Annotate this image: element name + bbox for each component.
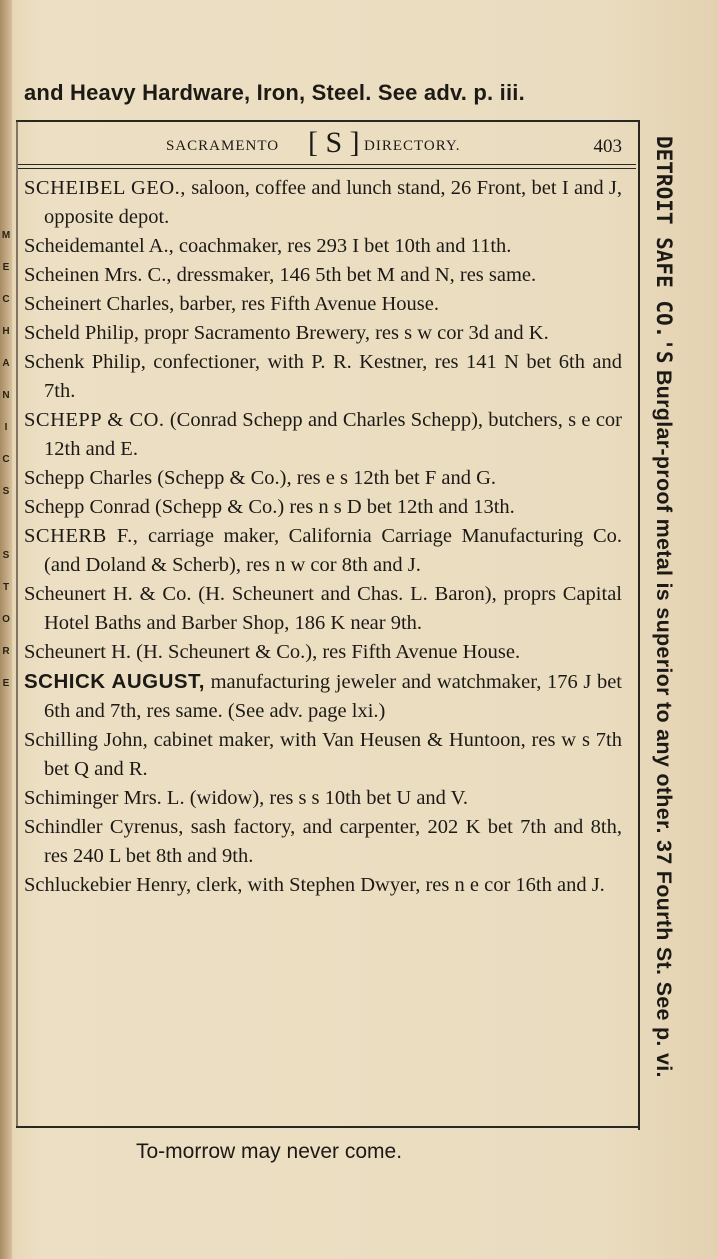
left-margin-letter: R [2, 646, 10, 657]
entry-details: (widow), res s s 10th bet U and V. [184, 787, 468, 809]
directory-entry [18, 667, 622, 726]
entry-name: Schenk Philip, [24, 351, 146, 373]
entry-name: Scheidemantel A., [24, 235, 174, 257]
entry-name: Schiminger Mrs. L. [24, 787, 185, 809]
directory-entry [18, 580, 622, 638]
header-directory: DIRECTORY. [364, 138, 461, 154]
left-margin-letter: H [2, 326, 10, 337]
bottom-motto: To-morrow may never come. [136, 1140, 403, 1163]
entry-details: (Schepp & Co.) res n s D bet 12th and 13th. [149, 496, 515, 518]
left-margin-letter: E [2, 262, 10, 273]
entry-details: (H. Scheunert & Co.), res Fifth Avenue House. [131, 641, 521, 663]
directory-entry [18, 726, 622, 784]
directory-entry [18, 464, 622, 493]
entry-name: SCHERB F., [24, 525, 139, 547]
left-margin-letter: S [2, 486, 10, 497]
left-margin-letter: M [1, 230, 11, 241]
entry-details: barber, res Fifth Avenue House. [174, 293, 439, 315]
top-advertisement: and Heavy Hardware, Iron, Steel. See adv. p. iii. [24, 80, 525, 105]
directory-entries [18, 174, 622, 900]
entry-name: SCHEPP & CO. [24, 409, 165, 431]
directory-entry [18, 348, 622, 406]
left-margin-vertical-ad [0, 220, 12, 1120]
left-margin-letter: E [2, 678, 10, 689]
side-ad-body: Burglar-proof metal is superior to any other. 37 Fourth St. See p. vi. [652, 363, 676, 1078]
side-ad-text [640, 136, 688, 1126]
side-ad-brand: DETROIT SAFE CO.'S [652, 136, 676, 364]
directory-entry [18, 784, 622, 813]
entry-details: (Schepp & Co.), res e s 12th bet F and G. [152, 467, 497, 489]
entry-details: saloon, coffee and lunch stand, 26 Front, bet I and J, opposite depot. [44, 177, 622, 228]
entry-details: sash factory, and carpenter, 202 K bet 7th and 8th, res 240 L bet 8th and 9th. [44, 816, 622, 867]
page-number: 403 [593, 136, 622, 157]
entry-details: (H. Scheunert and Chas. L. Baron), proprs Capital Hotel Baths and Barber Shop, 186 K near 9th. [44, 583, 622, 634]
entry-name: Schepp Charles [24, 467, 153, 489]
entry-name: Schilling John, [24, 729, 148, 751]
entry-details: propr Sacramento Brewery, res s w cor 3d and K. [139, 322, 549, 344]
entry-name: Scheinen Mrs. C., [24, 264, 172, 286]
entry-name: Scheunert H. & Co. [24, 583, 192, 605]
running-header [18, 128, 622, 162]
left-margin-letter: C [2, 454, 10, 465]
directory-entry [18, 406, 622, 464]
left-margin-letter: A [2, 358, 10, 369]
directory-entry [18, 232, 622, 261]
entry-details: coachmaker, res 293 I bet 10th and 11th. [173, 235, 512, 257]
side-advertisement [642, 136, 690, 1126]
directory-entry [18, 493, 622, 522]
entry-name: Schluckebier Henry, [24, 874, 192, 896]
left-margin-letter: I [4, 422, 8, 433]
left-margin-letter: T [2, 582, 10, 593]
entry-details: carriage maker, California Carriage Manufacturing Co. (and Doland & Scherb), res n w cor 8th and J. [44, 525, 622, 576]
directory-entry [18, 522, 622, 580]
entry-details: (Conrad Schepp and Charles Schepp), butchers, s e cor 12th and E. [44, 409, 622, 460]
entry-name: Scheinert Charles, [24, 293, 175, 315]
left-margin-letter: O [2, 614, 10, 625]
entry-name: SCHEIBEL GEO., [24, 177, 186, 199]
entry-name: SCHICK AUGUST, [24, 670, 205, 693]
frame-bottom-rule [16, 1126, 640, 1128]
header-double-rule [18, 164, 636, 169]
entry-details: confectioner, with P. R. Kestner, res 141 N bet 6th and 7th. [44, 351, 622, 402]
entry-name: Scheld Philip, [24, 322, 140, 344]
left-margin-letter: C [2, 294, 10, 305]
entry-name: Schepp Conrad [24, 496, 150, 518]
header-section-letter: [ S ] [308, 126, 360, 159]
directory-entry [18, 319, 622, 348]
directory-entry [18, 813, 622, 871]
header-city: SACRAMENTO [166, 138, 280, 154]
directory-entry [18, 174, 622, 232]
left-margin-letter: S [2, 550, 10, 561]
directory-entry [18, 261, 622, 290]
directory-entry [18, 638, 622, 667]
entry-details: manufacturing jeweler and watchmaker, 176 J bet 6th and 7th, res same. (See adv. page lxi.) [44, 671, 623, 722]
directory-entry [18, 871, 622, 900]
entry-name: Scheunert H. [24, 641, 132, 663]
entry-details: dressmaker, 146 5th bet M and N, res same. [171, 264, 537, 286]
directory-entry [18, 290, 622, 319]
entry-details: cabinet maker, with Van Heusen & Huntoon, res w s 7th bet Q and R. [44, 729, 622, 780]
left-margin-letter: N [2, 390, 10, 401]
entry-name: Schindler Cyrenus, [24, 816, 184, 838]
entry-details: clerk, with Stephen Dwyer, res n e cor 16th and J. [191, 874, 605, 896]
